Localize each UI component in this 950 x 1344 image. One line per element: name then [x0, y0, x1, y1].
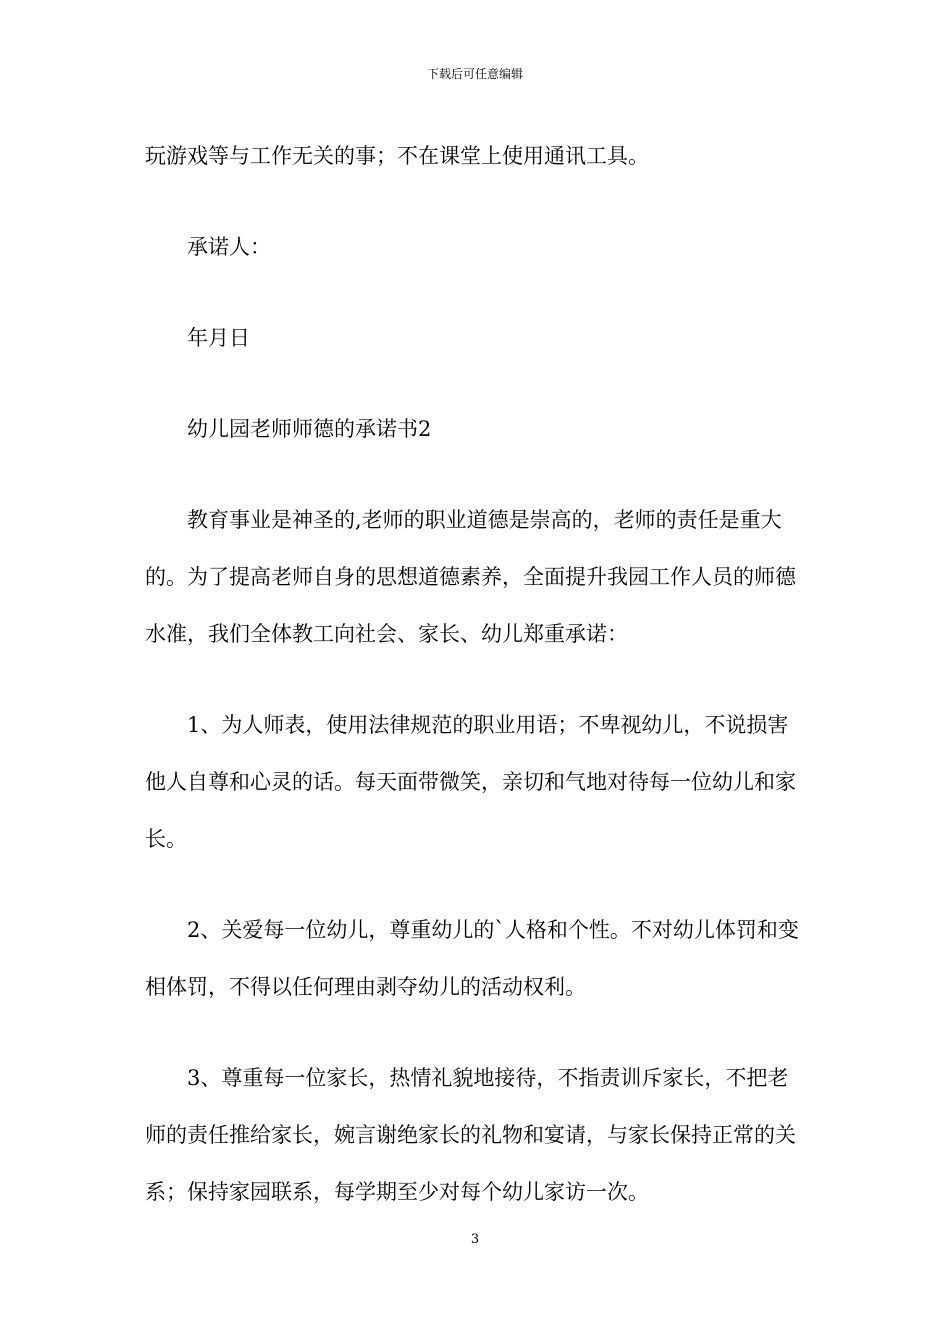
document-body — [145, 128, 805, 1221]
intro-paragraph: 教育事业是神圣的,老师的职业道德是崇高的，老师的责任是重大的。为了提高老师自身的思想道德素养，全面提升我园工作人员的师德水准，我们全体教工向社会、家长、幼儿郑重承诺： — [145, 508, 796, 646]
commitment-item-2: 2、关爱每一位幼儿，尊重幼儿的`人格和个性。不对幼儿体罚和变相体罚，不得以任何理由剥夺幼儿的活动权利。 — [145, 918, 799, 999]
paragraph-continuation: 玩游戏等与工作无关的事；不在课堂上使用通讯工具。 — [145, 144, 649, 168]
commitment-item-3: 3、尊重每一位家长，热情礼貌地接待，不指责训斥家长，不把老师的责任推给家长，婉言谢绝家长的礼物和宴请，与家长保持正常的关系；保持家园联系，每学期至少对每个幼儿家访一次。 — [145, 1066, 796, 1204]
section-title: 幼儿园老师师德的承诺书2 — [187, 417, 432, 441]
commitment-item-1: 1、为人师表，使用法律规范的职业用语；不卑视幼儿，不说损害他人自尊和心灵的话。每天面带微笑，亲切和气地对待每一位幼儿和家长。 — [145, 713, 796, 851]
signature-line: 承诺人： — [187, 235, 271, 259]
page-number: 3 — [470, 1232, 480, 1247]
date-line: 年月日 — [187, 326, 250, 350]
page-header: 下载后可任意编辑 — [426, 67, 523, 81]
